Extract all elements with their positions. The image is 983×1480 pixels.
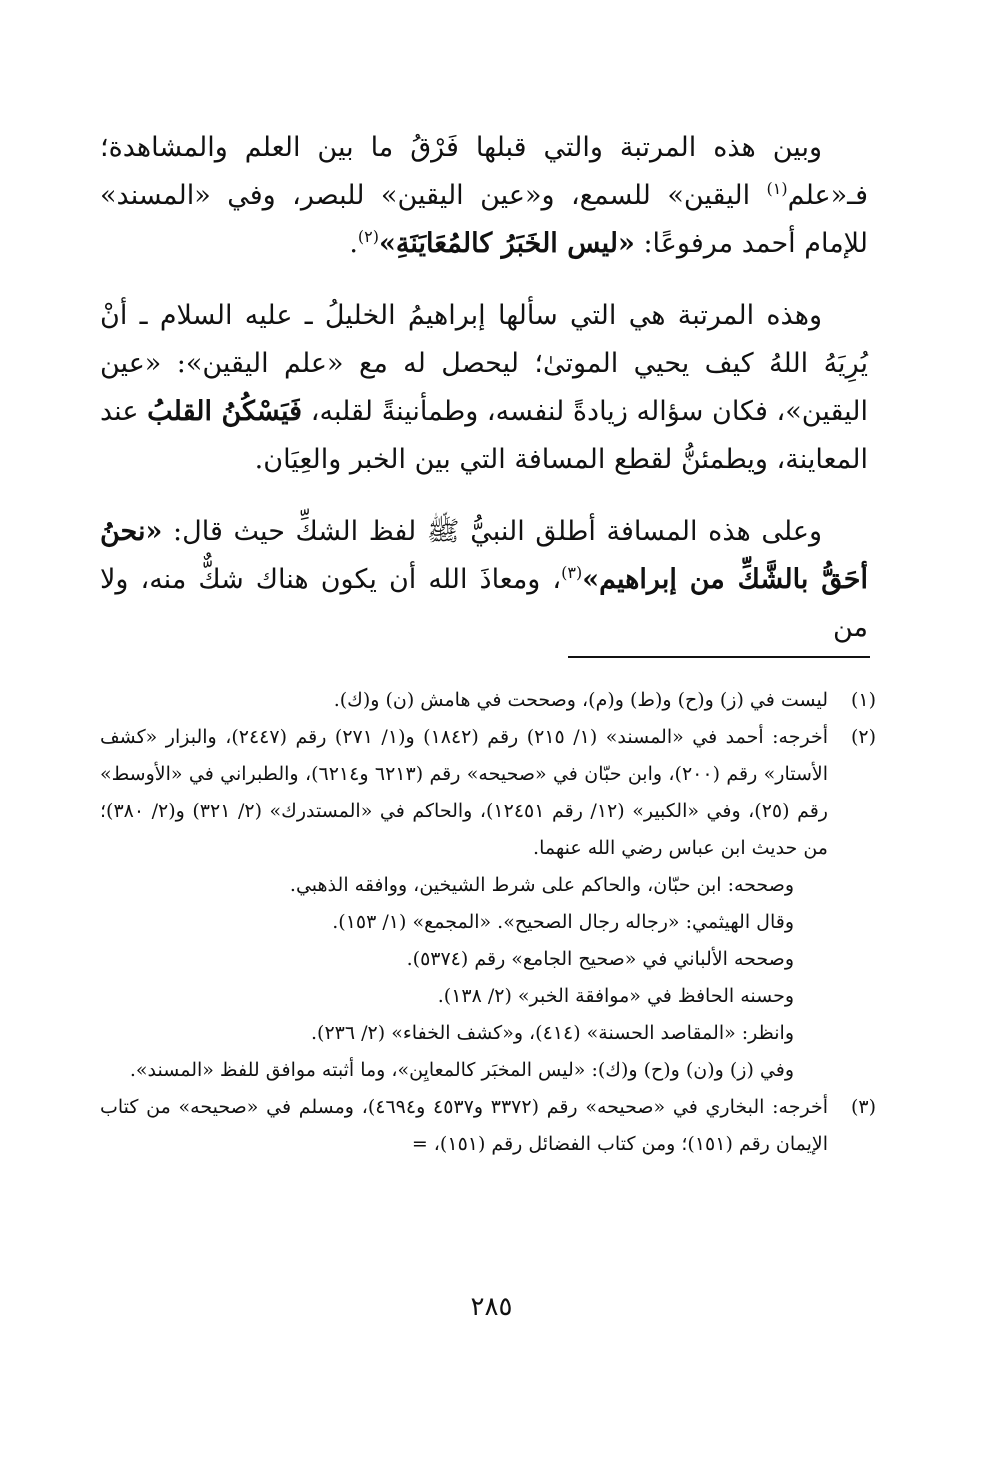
text-span: . <box>349 228 358 259</box>
footnote-line: وفي (ز) و(ن) و(ح) و(ك): «ليس المخبَر كالمعايِن»، وما أثبته موافق للفظ «المسند». <box>129 1059 794 1081</box>
page-number: ٢٨٥ <box>470 1292 513 1322</box>
footnote-line: وقال الهيثمي: «رجاله رجال الصحيح». «المجمع» (١/ ١٥٣). <box>332 911 794 933</box>
text-span: ، ومعاذَ الله أن يكون هناك شكٌّ منه، ولا من <box>100 564 868 643</box>
footnote-number: (١) <box>850 689 876 711</box>
footnote-number: (٣) <box>850 1096 876 1118</box>
paragraph-2 <box>100 292 868 484</box>
footnote-line: وصححه الألباني في «صحيح الجامع» رقم (٥٣٧٤). <box>406 948 794 970</box>
footnote-3 <box>100 1089 876 1163</box>
footnotes <box>100 682 876 1163</box>
text-span: وعلى هذه المسافة أطلق النبيُّ ﷺ لفظ الشكِّ حيث قال: <box>162 516 822 547</box>
footnote-line: وحسنه الحافظ في «موافقة الخبر» (٢/ ١٣٨). <box>437 985 794 1007</box>
footnote-text: ليست في (ز) و(ح) و(ط) و(م)، وصححت في هامش (ن) و(ك). <box>333 689 828 711</box>
footnote-text: أخرجه: أحمد في «المسند» (١/ ٢١٥) رقم (١٨٤٢) و(١/ ٢٧١) رقم (٢٤٤٧)، والبزار «كشف الأستار» رقم (٢٠٠)، وابن حبّان في «صحيحه» رقم (٦٢١٣ و٦٢١٤)، والطبراني في «الأوسط» رقم (٢٥)، وفي «الكبير» (١٢/ رقم ١٢٤٥١)، والحاكم في «المستدرك» (٢/ ٣٢١) و(٢/ ٣٨٠)؛ من حديث ابن عباس رضي الله عنهما. <box>100 726 828 859</box>
text-span: وهذه المرتبة هي التي سألها إبراهيمُ الخليلُ ـ عليه السلام ـ أنْ يُرِيَهُ اللهُ كيف يحيي الموتىٰ؛ ليحصل له مع «علم اليقين»: «عين اليقين»، فكان سؤاله زيادةً لنفسه، وطمأنينةً لقلبه، <box>100 300 869 427</box>
footnote-separator <box>568 656 870 658</box>
footnote-line: وصححه: ابن حبّان، والحاكم على شرط الشيخين، ووافقه الذهبي. <box>289 874 794 896</box>
text-span: عند المعاينة، ويطمئنُّ لقطع المسافة التي بين الخبر والعِيَان. <box>100 396 868 475</box>
footnote-number: (٢) <box>850 726 876 748</box>
text-span: اليقين» للسمع، و«عين اليقين» للبصر، وفي «المسند» للإمام أحمد مرفوعًا: <box>100 180 868 259</box>
paragraph-1 <box>100 124 868 268</box>
footnote-2 <box>100 719 876 867</box>
footnote-1 <box>100 682 876 719</box>
text-span: وبين هذه المرتبة والتي قبلها فَرْقُ ما بين العلم والمشاهدة؛ فـ«علم <box>100 132 868 211</box>
paragraph-3 <box>100 508 868 652</box>
main-text <box>100 124 868 652</box>
footnote-marker-3: (٣) <box>561 563 583 582</box>
emphasis-text: فَيَسْكُنُ القلبُ <box>147 396 303 427</box>
hadith-quote: «ليس الخَبَرُ كالمُعَايَنَةِ» <box>379 228 635 259</box>
footnote-marker-2: (٢) <box>357 227 380 246</box>
footnote-text: أخرجه: البخاري في «صحيحه» رقم (٣٣٧٢ و٤٥٣٧ و٤٦٩٤)، ومسلم في «صحيحه» من كتاب الإيمان رقم (١٥١)؛ ومن كتاب الفضائل رقم (١٥١)، = <box>100 1096 828 1155</box>
footnote-marker-1: (١) <box>766 179 788 198</box>
hadith-quote: «نحنُ أحَقُّ بالشَّكِّ من إبراهيم» <box>100 516 868 595</box>
footnote-line: وانظر: «المقاصد الحسنة» (٤١٤)، و«كشف الخفاء» (٢/ ٢٣٦). <box>311 1022 794 1044</box>
